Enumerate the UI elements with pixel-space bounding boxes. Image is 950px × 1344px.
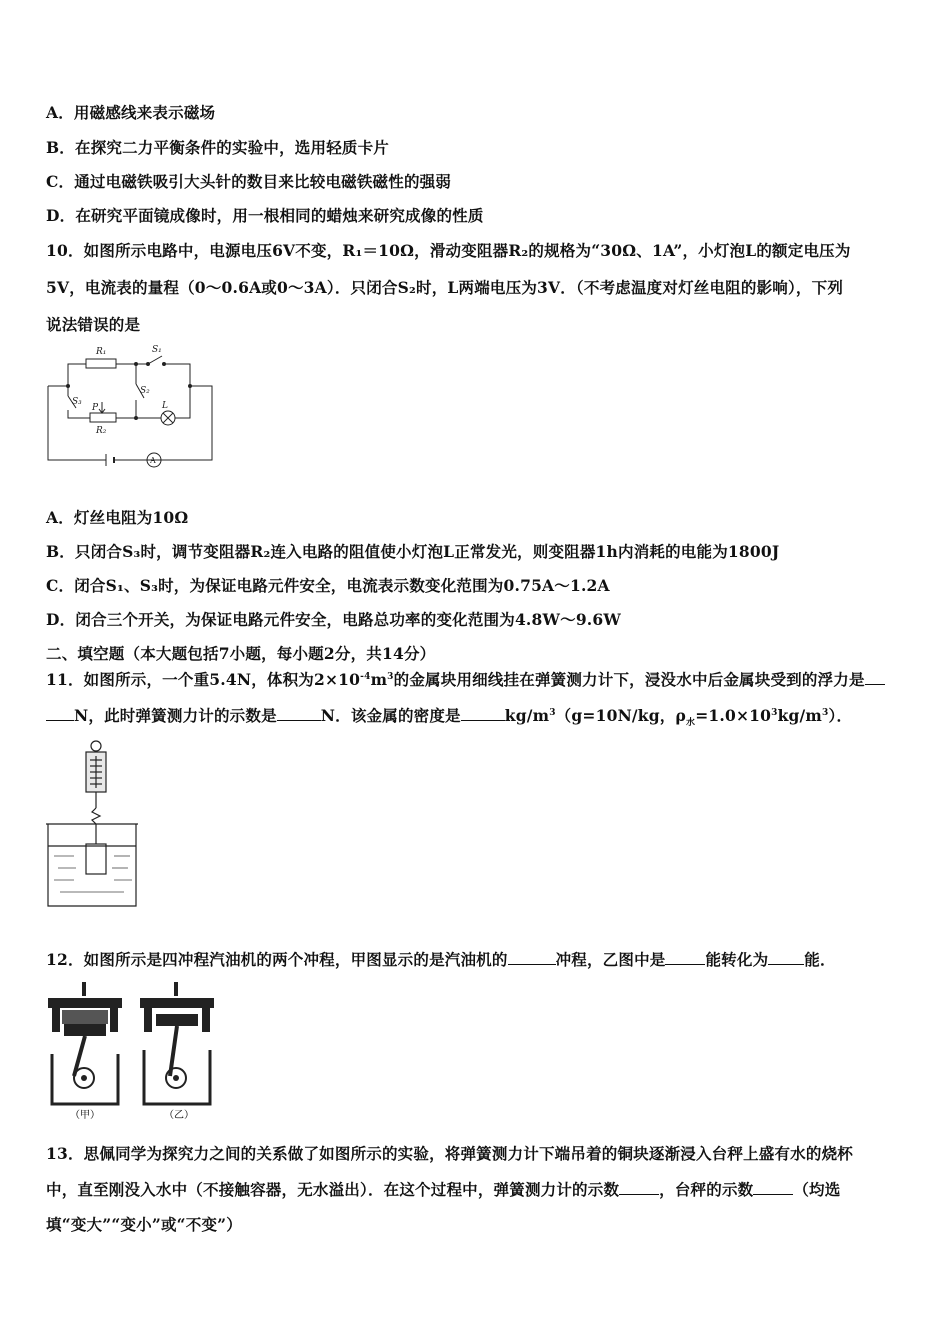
blank-balance-change[interactable] [753,1180,793,1195]
q10-option-b: B．只闭合S₃时，调节变阻器R₂连入电路的阻值使小灯泡L正常发光，则变阻器1h内消耗的电能为1800J [46,542,780,561]
q11-line1: 11．如图所示，一个重5.4N，体积为$2\times 10^{-4}m^3$的金属块用细线挂在弹簧测力计下，浸没水中后金属块受到的浮力是 [46,668,885,690]
blank-buoyancy-b[interactable] [46,706,74,721]
section-heading: 二、填空题（本大题包括7小题，每小题2分，共14分） [46,644,436,663]
blank-scale-reading[interactable] [277,706,321,721]
blank-density[interactable] [461,706,505,721]
label-l: L [162,401,168,411]
q13-line2: 中，直至刚没入水中（不接触容器，无水溢出）．在这个过程中，弹簧测力计的示数 ，台秤的示数 （均选 [46,1180,841,1199]
q10-stem-line1: 10．如图所示电路中，电源电压6V不变，R₁＝10Ω，滑动变阻器R₂的规格为“30Ω、1A”，小灯泡L的额定电压为 [46,241,851,260]
label-s1: S₁ [152,345,162,355]
engine-yi [140,982,214,1121]
q10-option-c: C．闭合S₁、S₃时，为保证电路元件安全，电流表示数变化范围为0.75A～1.2A [46,576,610,595]
q10-option-a: A．灯丝电阻为10Ω [46,508,189,527]
q10-stem-line3: 说法错误的是 [46,315,141,334]
blank-stroke[interactable] [508,950,556,965]
spring-scale-beaker-diagram [44,738,142,914]
q9-option-c: C．通过电磁铁吸引大头针的数目来比较电磁铁磁性的强弱 [46,172,452,191]
q9-option-a: A．用磁感线来表示磁场 [46,103,216,122]
q11-line2: N，此时弹簧测力计的示数是 N．该金属的密度是 $kg/m^3(g=10N/kg$，$\rho_水=1.0\times 10^3kg/m^3$）． [46,704,852,728]
label-ammeter: A [150,456,156,465]
engine-stroke-diagrams [44,980,220,1122]
blank-scale-change[interactable] [619,1180,659,1195]
q10-stem-line2: 5V，电流表的量程（0～0.6A或0～3A）．只闭合S₂时，L两端电压为3V．（不考虑温度对灯丝电阻的影响），下列 [46,278,844,297]
q9-option-b: B．在探究二力平衡条件的实验中，选用轻质卡片 [46,138,390,157]
label-r2: R₂ [96,426,107,436]
q9-option-d: D．在研究平面镜成像时，用一根相同的蜡烛来研究成像的性质 [46,206,484,225]
q10-option-d: D．闭合三个开关，为保证电路元件安全，电路总功率的变化范围为4.8W～9.6W [46,610,621,629]
caption-jia: （甲） [70,1110,100,1121]
label-s2: S₂ [140,386,150,396]
circuit-diagram [44,340,216,472]
blank-energy-from[interactable] [665,950,705,965]
q12-stem: 12．如图所示是四冲程汽油机的两个冲程，甲图显示的是汽油机的 冲程，乙图中是 能转化为 能． [46,950,836,969]
caption-yi: （乙） [164,1110,194,1121]
q13-line1: 13．思佩同学为探究力之间的关系做了如图所示的实验，将弹簧测力计下端吊着的铜块逐渐浸入台秤上盛有水的烧杯 [46,1144,853,1163]
q13-line3: 填“变大”“变小”或“不变”） [46,1215,242,1234]
label-r1: R₁ [96,347,107,357]
label-s3: S₃ [72,397,82,407]
engine-jia [48,982,122,1121]
label-p: P [92,403,99,413]
blank-energy-to[interactable] [768,950,804,965]
blank-buoyancy-a[interactable] [865,670,885,685]
